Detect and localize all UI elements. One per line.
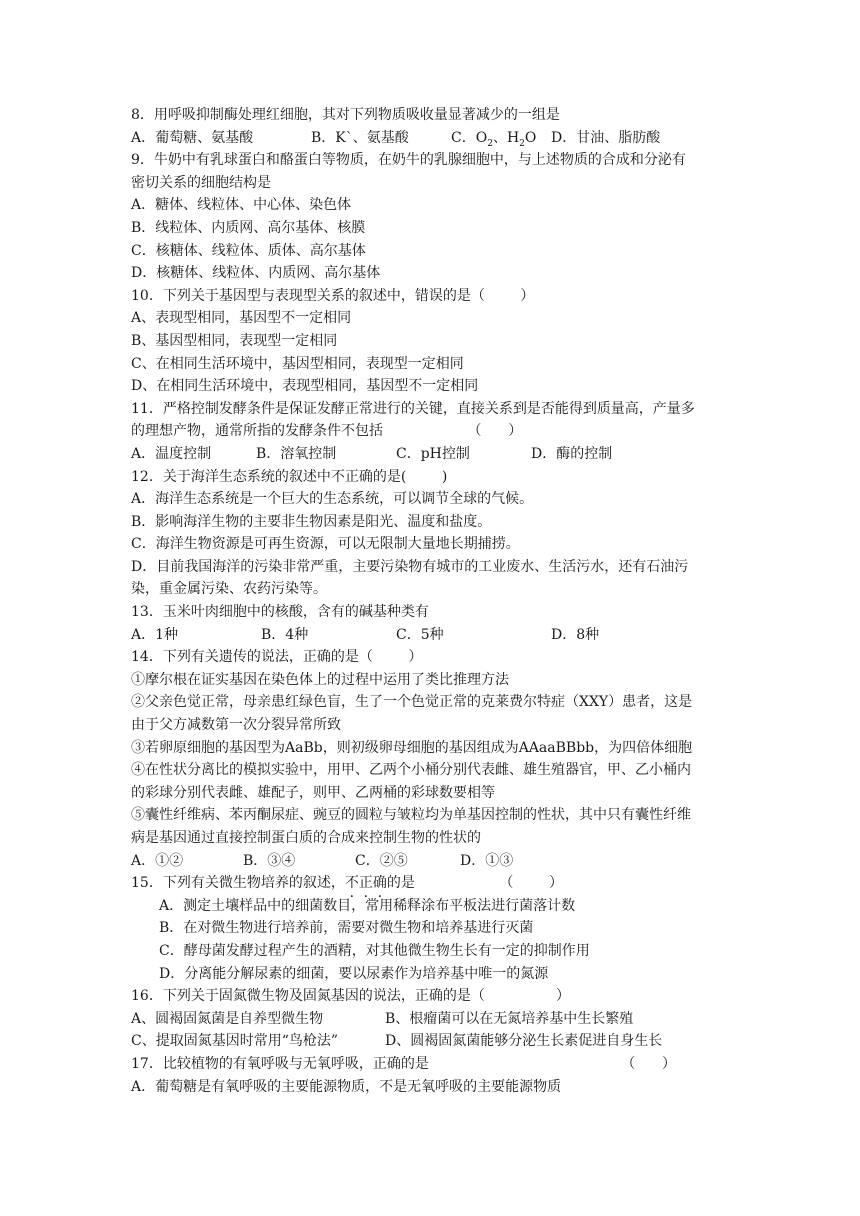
q9-option-c: C．核糖体、线粒体、质体、高尔基体	[131, 242, 366, 259]
q9-option-d: D．核糖体、线粒体、内质网、高尔基体	[131, 265, 381, 282]
q14-statement: ③若卵原细胞的基因型为AaBb，则初级卵母细胞的基因组成为AAaaBBbb，为四倍体细胞	[131, 739, 693, 756]
q8-option-c: C．$O_2$、$H_2O$	[451, 129, 537, 149]
q15-option-a: A．测定土壤样品中的细菌数目，常用稀释涂布平板法进行菌落计数	[159, 897, 576, 914]
emphasis-char: 确	[372, 875, 387, 892]
q17-option-a: A．葡萄糖是有氧呼吸的主要能源物质，不是无氧呼吸的主要能源物质	[131, 1078, 562, 1095]
question-16-options-row1	[131, 1008, 741, 1031]
q15-stem-suffix: 的是 （ ）	[386, 875, 563, 892]
q16-option-c: C、提取固氮基因时常用“鸟枪法”	[131, 1033, 339, 1050]
q14-statement: 的彩球分别代表雌、雄配子，则甲、乙两桶的彩球数要相等	[131, 784, 495, 801]
q17-stem-text: 17．比较植物的有氧呼吸与无氧呼吸，正确的是	[131, 1055, 429, 1072]
question-15-stem	[131, 872, 741, 895]
q8-option-d: D．甘油、脂肪酸	[551, 129, 661, 146]
q17-answer-paren: （ ）	[621, 1055, 676, 1072]
question-13-stem: 13．玉米叶肉细胞中的核酸，含有的碱基种类有	[131, 604, 429, 621]
q8-option-a: A．葡萄糖、氨基酸	[131, 129, 254, 146]
exam-page	[131, 104, 741, 1098]
q13-option-b: B．4种	[261, 626, 309, 643]
question-16-options-row2	[131, 1030, 741, 1053]
q16-option-b: B、根瘤菌可以在无氮培养基中生长繁殖	[385, 1010, 634, 1027]
q15-stem-prefix: 15．下列有关微生物培养的叙述，	[131, 875, 345, 892]
question-10-stem: 10．下列关于基因型与表现型关系的叙述中，错误的是（ ）	[131, 287, 535, 304]
q15-option-b: B．在对微生物进行培养前，需要对微生物和培养基进行灭菌	[159, 920, 534, 937]
q8-option-b: B．K`、氨基酸	[311, 129, 409, 146]
q14-statement: ②父亲色觉正常，母亲患红绿色盲，生了一个色觉正常的克莱费尔特症（XXY）患者，这是	[131, 694, 693, 711]
q12-option-c: C．海洋生物资源是可再生资源，可以无限制大量地长期捕捞。	[131, 536, 520, 553]
q11-option-b: B．溶氧控制	[256, 445, 337, 462]
q14-statement: ①摩尔根在证实基因在染色体上的过程中运用了类比推理方法	[131, 671, 509, 688]
q9-option-a: A．糖体、线粒体、中心体、染色体	[131, 197, 352, 214]
question-14-options	[131, 850, 741, 873]
emphasis-char: 正	[358, 875, 373, 892]
q13-option-a: A．1种	[131, 626, 179, 643]
question-8-options	[131, 127, 741, 150]
question-13-options	[131, 624, 741, 647]
question-8-stem: 8．用呼吸抑制酶处理红细胞，其对下列物质吸收量显著减少的一组是	[131, 107, 560, 123]
question-11-options	[131, 443, 741, 466]
q16-option-d: D、圆褐固氮菌能够分泌生长素促进自身生长	[385, 1033, 663, 1050]
emphasis-char: 不	[344, 875, 359, 892]
q14-option-b: B．③④	[243, 852, 296, 869]
q12-option-a: A．海洋生态系统是一个巨大的生态系统，可以调节全球的气候。	[131, 491, 534, 508]
question-17-stem	[131, 1053, 676, 1076]
question-9-stem-line1: 9．牛奶中有乳球蛋白和酪蛋白等物质，在奶牛的乳腺细胞中，与上述物质的合成和分泌有	[131, 152, 686, 169]
q14-statement: 病是基因通过直接控制蛋白质的合成来控制生物的性状的	[131, 830, 481, 846]
q14-statement: ④在性状分离比的模拟实验中，用甲、乙两个小桶分别代表雌、雄生殖器官，甲、乙小桶内	[131, 762, 691, 779]
q10-option-c: C、在相同生活环境中，基因型相同，表现型一定相同	[131, 355, 464, 372]
q13-option-c: C．5种	[396, 626, 444, 643]
q9-option-b: B．线粒体、内质网、高尔基体、核膜	[131, 219, 366, 236]
q12-option-d-continued: 染，重金属污染、农药污染等。	[131, 581, 327, 598]
q12-option-d: D．目前我国海洋的污染非常严重，主要污染物有城市的工业废水、生活污水，还有石油污	[131, 558, 689, 575]
q14-statement: ⑤囊性纤维病、苯丙酮尿症、豌豆的圆粒与皱粒均为单基因控制的性状，其中只有囊性纤维	[131, 807, 691, 824]
q15-option-d: D．分离能分解尿素的细菌，要以尿素作为培养基中唯一的氮源	[159, 965, 549, 982]
q14-option-c: C．②⑤	[355, 852, 408, 869]
q15-option-c: C．酵母菌发酵过程产生的酒精，对其他微生物生长有一定的抑制作用	[159, 942, 590, 959]
question-14-stem: 14．下列有关遗传的说法，正确的是（ ）	[131, 649, 423, 666]
question-12-stem: 12．关于海洋生态系统的叙述中不正确的是( )	[131, 468, 448, 485]
q14-option-d: D．①③	[460, 852, 514, 869]
q14-statement: 由于父方减数第一次分裂异常所致	[131, 717, 341, 734]
question-11-stem-line1: 11．严格控制发酵条件是保证发酵正常进行的关键，直接关系到是否能得到质量高，产量多	[131, 400, 695, 417]
q15-stem-emphasis	[345, 875, 387, 891]
q11-option-a: A．温度控制	[131, 445, 212, 462]
question-11-stem-line2: 的理想产物，通常所指的发酵条件不包括 （ ）	[131, 423, 523, 440]
q11-option-d: D．酶的控制	[531, 445, 613, 462]
q14-option-a: A．①②	[131, 852, 184, 869]
question-9-stem-line2: 密切关系的细胞结构是	[131, 174, 271, 191]
q13-option-d: D．8种	[551, 626, 600, 643]
q16-option-a: A、圆褐固氮菌是自养型微生物	[131, 1010, 324, 1027]
q10-option-b: B、基因型相同，表现型一定相同	[131, 332, 338, 349]
q12-option-b: B．影响海洋生物的主要非生物因素是阳光、温度和盐度。	[131, 513, 492, 530]
q10-option-a: A、表现型相同，基因型不一定相同	[131, 310, 352, 327]
question-16-stem: 16．下列关于固氮微生物及固氮基因的说法，正确的是（ ）	[131, 988, 571, 1005]
q10-option-d: D、在相同生活环境中，表现型相同，基因型不一定相同	[131, 378, 479, 395]
q11-option-c: C．pH控制	[396, 445, 470, 462]
